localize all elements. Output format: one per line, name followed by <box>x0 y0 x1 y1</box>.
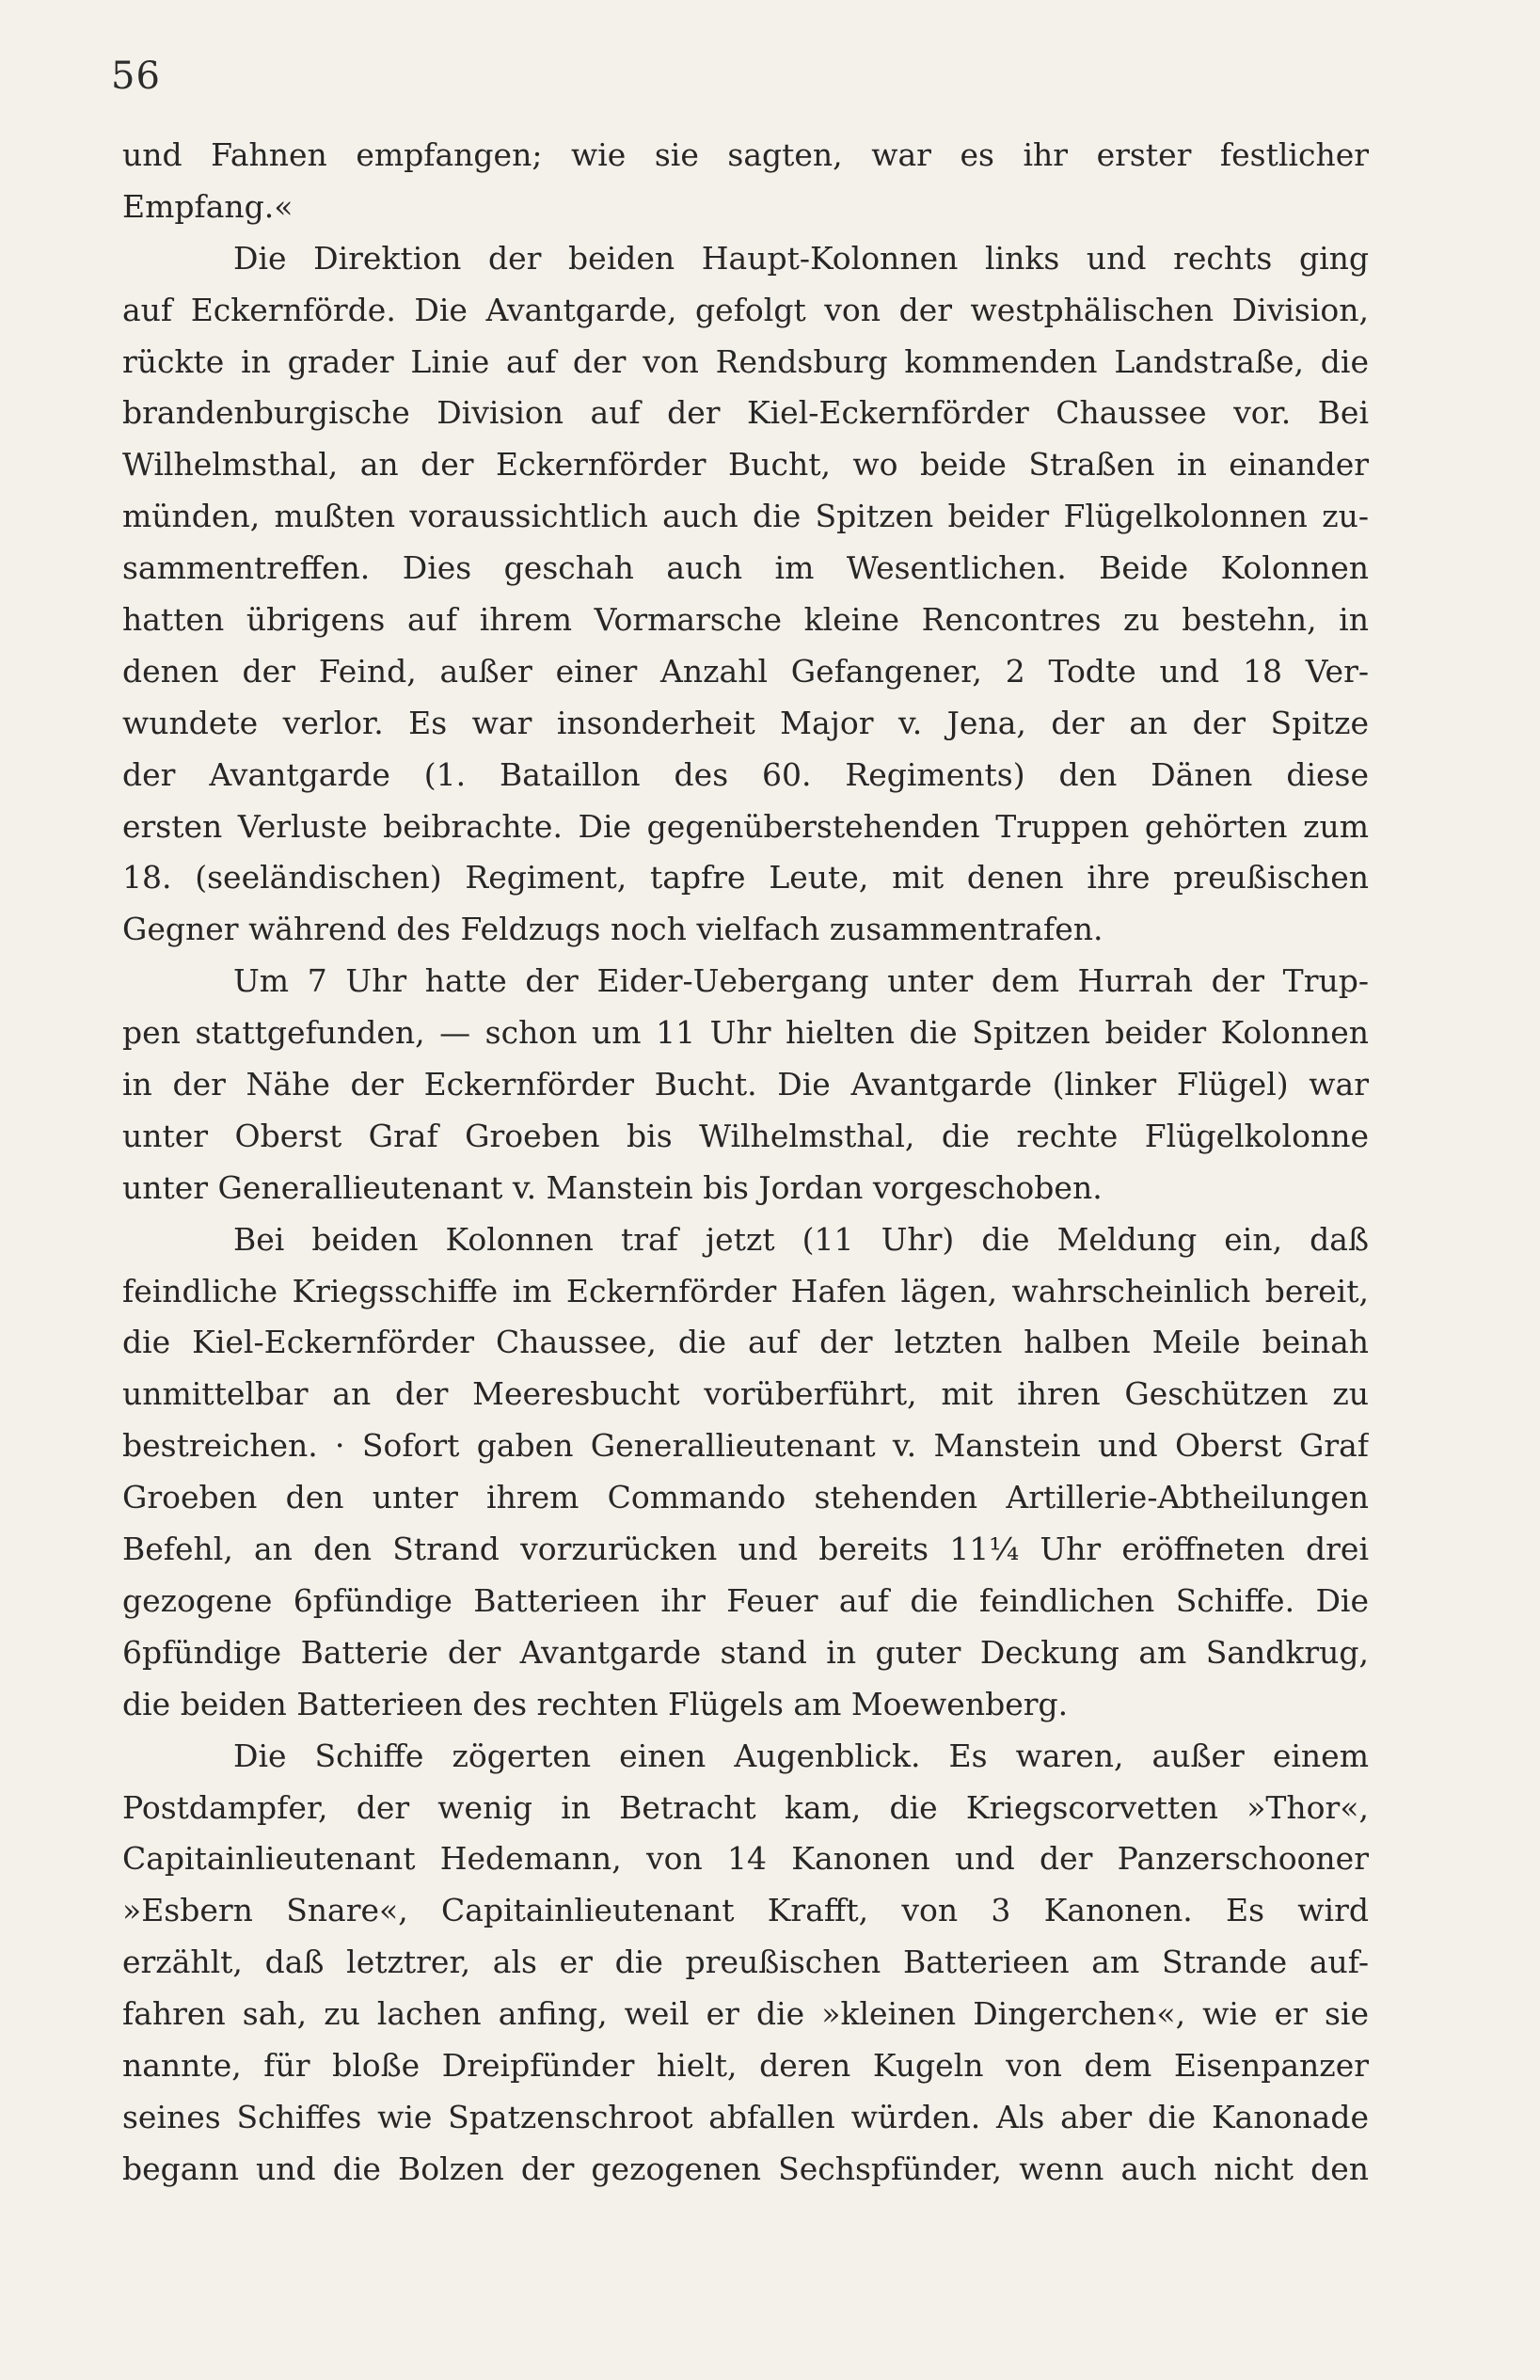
text-line: Empfang.« <box>122 187 294 225</box>
text-line: erzählt, daß letztrer, als er die preußischen Batterieen am Strande auf- <box>122 1944 1369 1981</box>
text-line: Bei beiden Kolonnen traf jetzt (11 Uhr) die Meldung ein, daß <box>233 1220 1369 1258</box>
text-line: Postdampfer, der wenig in Betracht kam, die Kriegscorvetten »Thor«, <box>122 1788 1369 1826</box>
text-line: in der Nähe der Eckernförder Bucht. Die Avantgarde (linker Flügel) war <box>122 1066 1369 1103</box>
text-line: unter Generallieutenant v. Manstein bis Jordan vorgeschoben. <box>122 1168 1103 1206</box>
text-line: brandenburgische Division auf der Kiel-Eckernförder Chaussee vor. Bei <box>122 394 1369 432</box>
text-line: unmittelbar an der Meeresbucht vorüberführt, mit ihren Geschützen zu <box>122 1375 1369 1413</box>
text-line: sammentreffen. Dies geschah auch im Wesentlichen. Beide Kolonnen <box>122 549 1369 587</box>
text-line: hatten übrigens auf ihrem Vormarsche kleine Rencontres zu bestehn, in <box>122 601 1369 639</box>
text-line: unter Oberst Graf Groeben bis Wilhelmsthal, die rechte Flügelkolonne <box>122 1117 1369 1154</box>
text-line: fahren sah, zu lachen anfing, weil er die »kleinen Dingerchen«, wie er sie <box>122 1995 1369 2033</box>
text-line: Die Direktion der beiden Haupt-Kolonnen links und rechts ging <box>233 239 1369 277</box>
text-line: Die Schiffe zögerten einen Augenblick. Es waren, außer einem <box>233 1737 1369 1774</box>
text-line: der Avantgarde (1. Bataillon des 60. Regiments) den Dänen diese <box>122 755 1369 793</box>
text-line: begann und die Bolzen der gezogenen Sechspfünder, wenn auch nicht den <box>122 2150 1369 2187</box>
text-line: »Esbern Snare«, Capitainlieutenant Krafft, von 3 Kanonen. Es wird <box>122 1892 1369 1929</box>
text-line: pen stattgefunden, — schon um 11 Uhr hielten die Spitzen beider Kolonnen <box>122 1014 1369 1052</box>
text-line: die Kiel-Eckernförder Chaussee, die auf der letzten halben Meile beinah <box>122 1324 1369 1361</box>
text-line: münden, mußten voraussichtlich auch die Spitzen beider Flügelkolonnen zu- <box>122 498 1369 535</box>
text-line: Um 7 Uhr hatte der Eider-Uebergang unter dem Hurrah der Trup- <box>233 962 1369 1000</box>
text-line: nannte, für bloße Dreipfünder hielt, deren Kugeln von dem Eisenpanzer <box>122 2046 1369 2084</box>
text-line: auf Eckernförde. Die Avantgarde, gefolgt von der westphälischen Division, <box>122 291 1369 328</box>
text-line: feindliche Kriegsschiffe im Eckernförder Hafen lägen, wahrscheinlich bereit, <box>122 1272 1369 1309</box>
text-line: Groeben den unter ihrem Commando stehenden Artillerie-Abtheilungen <box>122 1479 1369 1516</box>
text-line: Befehl, an den Strand vorzurücken und bereits 11¼ Uhr eröffneten drei <box>122 1531 1369 1568</box>
text-line: gezogene 6pfündige Batterieen ihr Feuer auf die feindlichen Schiffe. Die <box>122 1581 1369 1619</box>
text-line: 6pfündige Batterie der Avantgarde stand in guter Deckung am Sandkrug, <box>122 1633 1369 1671</box>
text-line: und Fahnen empfangen; wie sie sagten, war es ihr erster festlicher <box>122 136 1369 173</box>
text-line: Gegner während des Feldzugs noch vielfach zusammentrafen. <box>122 911 1103 948</box>
body-text <box>122 130 1369 2196</box>
text-line: seines Schiffes wie Spatzenschroot abfallen würden. Als aber die Kanonade <box>122 2098 1369 2135</box>
text-line: die beiden Batterieen des rechten Flügels am Moewenberg. <box>122 1685 1069 1722</box>
text-line: rückte in grader Linie auf der von Rendsburg kommenden Landstraße, die <box>122 342 1369 380</box>
text-line: denen der Feind, außer einer Anzahl Gefangener, 2 Todte und 18 Ver- <box>122 652 1369 690</box>
page-number: 56 <box>111 55 161 98</box>
text-line: bestreichen. · Sofort gaben Generallieutenant v. Manstein und Oberst Graf <box>122 1427 1369 1465</box>
text-line: wundete verlor. Es war insonderheit Major v. Jena, der an der Spitze <box>122 704 1369 741</box>
text-line: Capitainlieutenant Hedemann, von 14 Kanonen und der Panzerschooner <box>122 1840 1369 1878</box>
text-line: ersten Verluste beibrachte. Die gegenüberstehenden Truppen gehörten zum <box>122 807 1369 845</box>
text-line: Wilhelmsthal, an der Eckernförder Bucht, wo beide Straßen in einander <box>122 446 1369 484</box>
text-line: 18. (seeländischen) Regiment, tapfre Leute, mit denen ihre preußischen <box>122 859 1369 896</box>
